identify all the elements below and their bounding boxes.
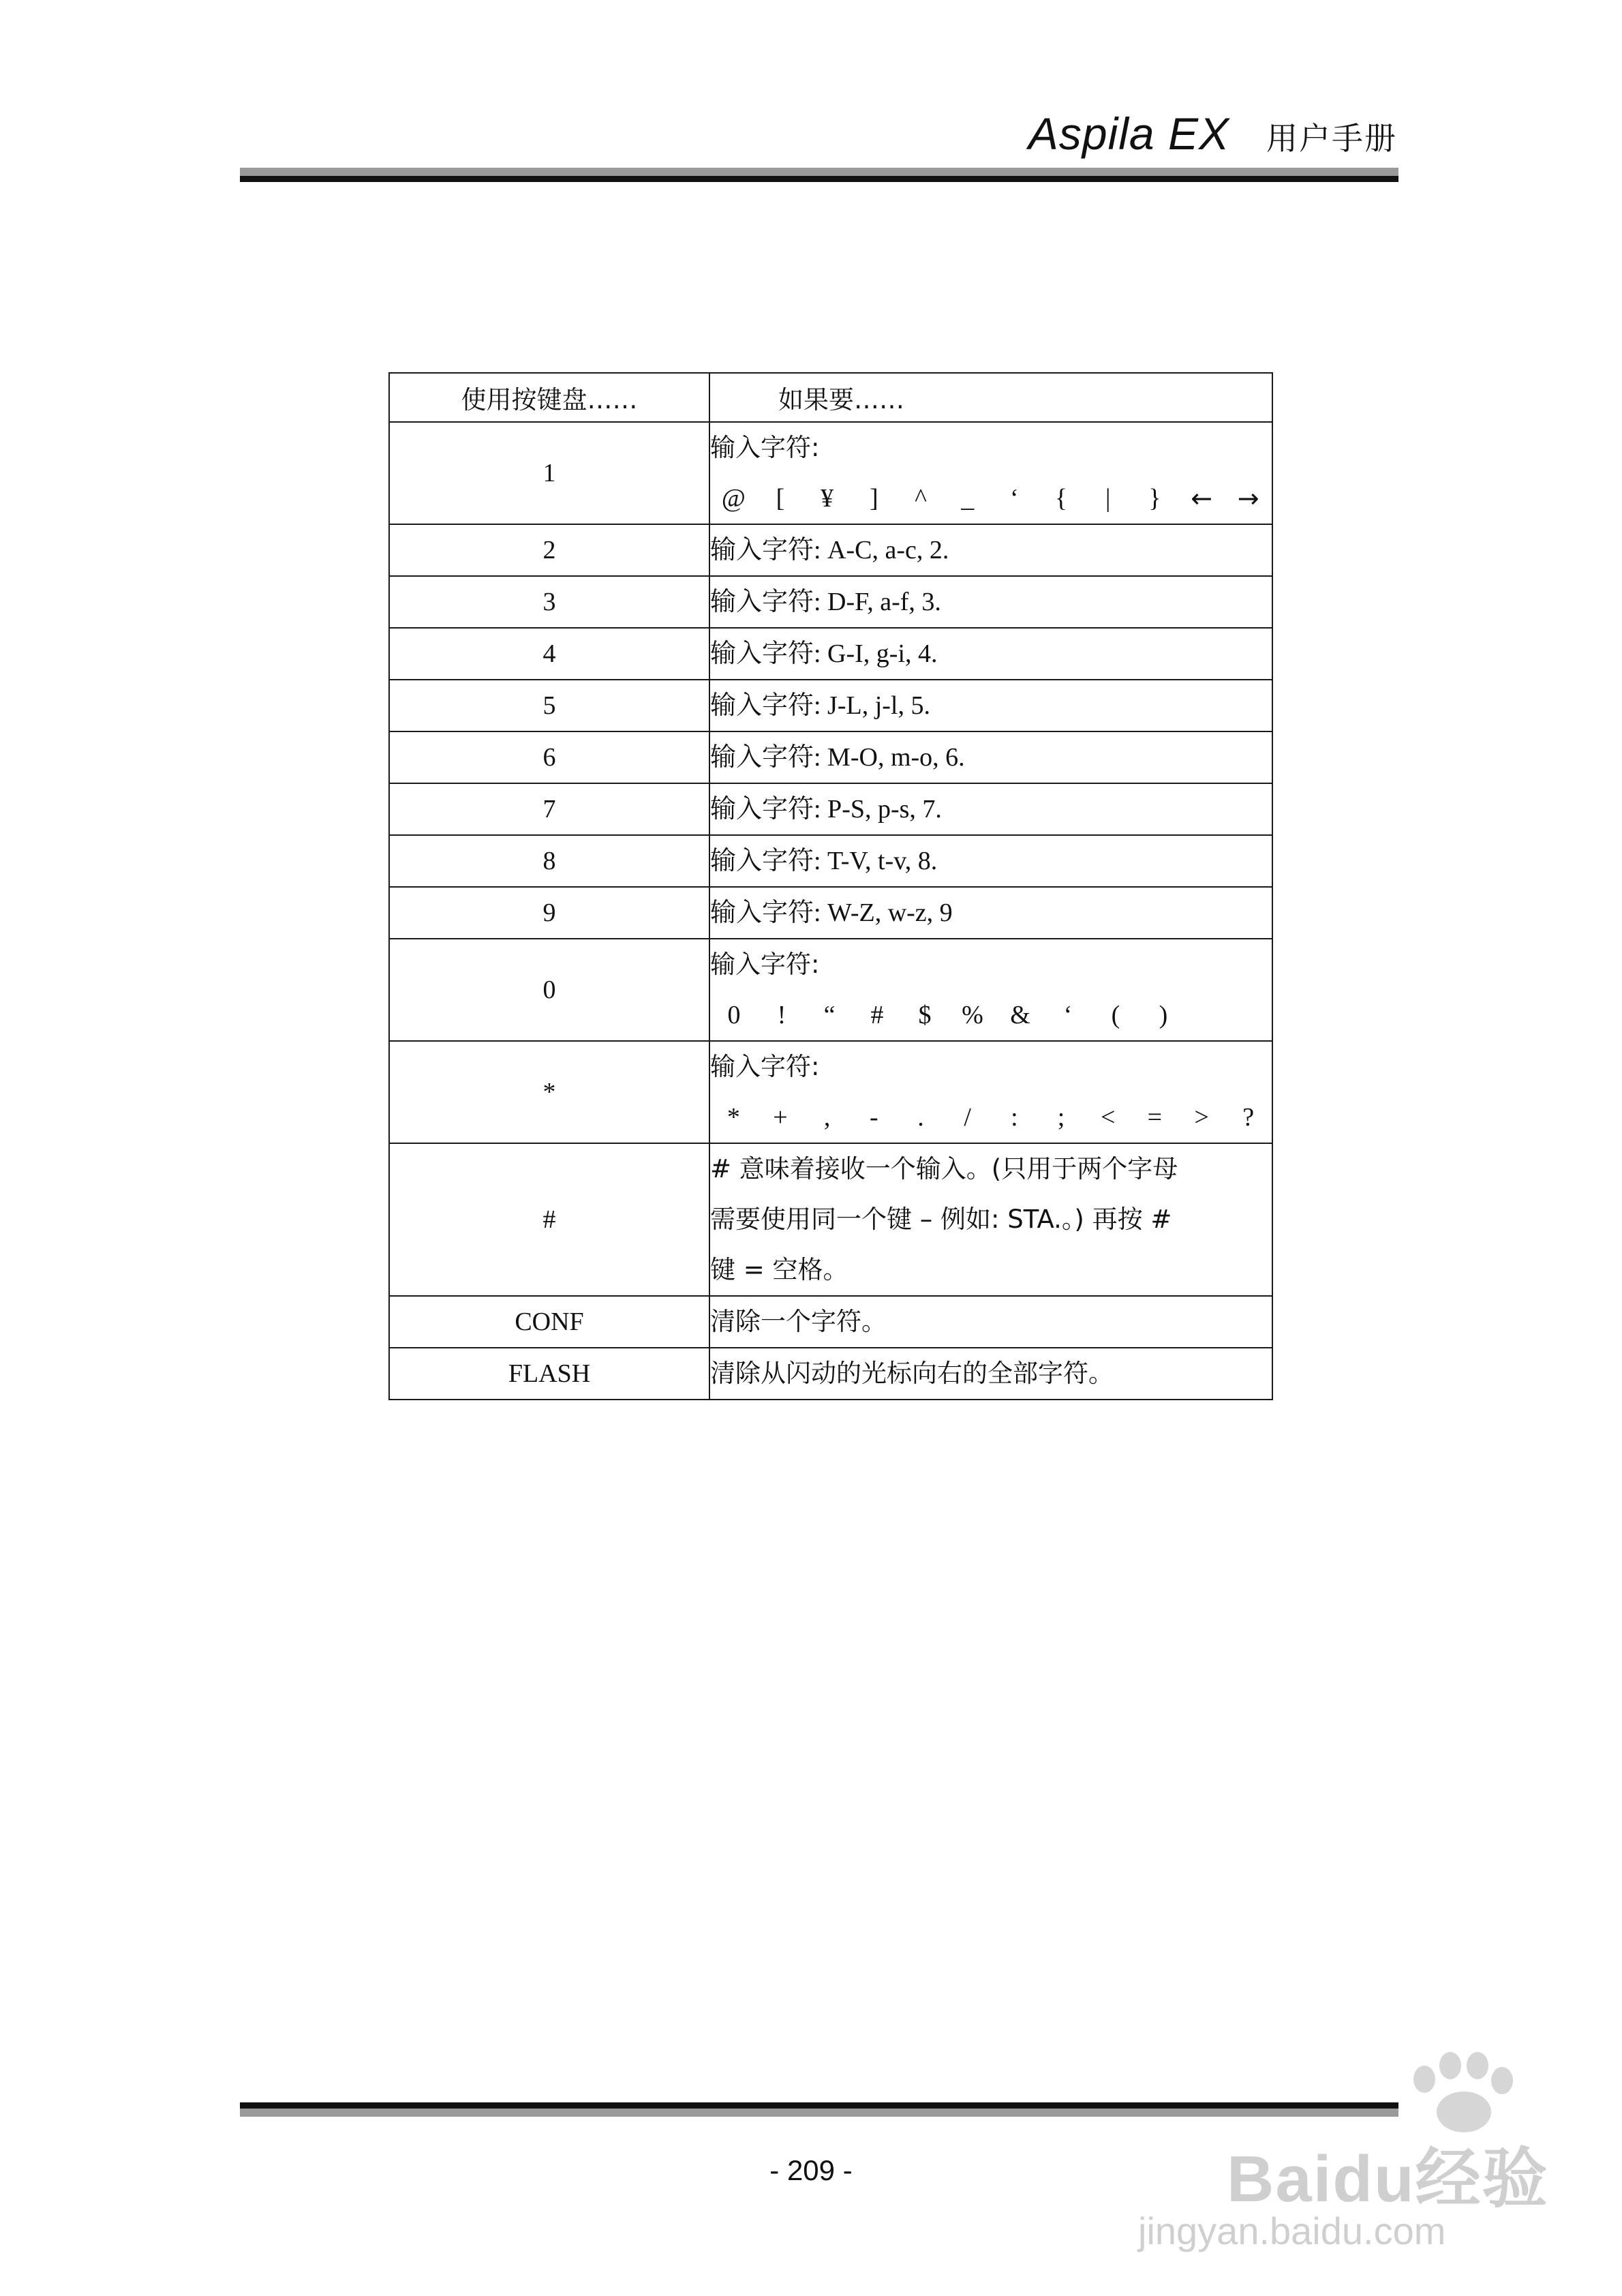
key-cell: 9 [389,887,709,939]
glyph: “ [823,1001,836,1029]
key-cell: 2 [389,524,709,576]
description-cell [709,422,1272,524]
glyph: % [962,1001,983,1029]
table-row [389,680,1272,731]
glyph: ! [777,1001,786,1029]
description-line: 键 = 空格。 [710,1255,848,1284]
table-row [389,835,1272,887]
description-cell: 输入字符: P-S, p-s, 7. [709,783,1272,835]
column-header-meaning: 如果要…… [709,373,1272,422]
glyph: > [1194,1103,1209,1132]
description-line: 输入字符: [710,950,820,979]
glyph-list [710,990,1272,1040]
glyph: , [823,1103,831,1132]
table-row [389,783,1272,835]
description-cell [709,939,1272,1041]
header-rule [240,168,1398,182]
table-row [389,576,1272,628]
description-cell: 输入字符: M-O, m-o, 6. [709,731,1272,783]
description-line: 需要使用同一个键 – 例如: STA.。) 再按 # [710,1205,1172,1234]
key-cell: 6 [389,731,709,783]
glyph: # [870,1001,884,1029]
table-row [389,1143,1272,1296]
description-cell [709,1041,1272,1143]
glyph: 0 [727,1001,741,1029]
key-cell: 3 [389,576,709,628]
key-cell: 4 [389,628,709,680]
description-cell [709,1143,1272,1296]
table-row [389,628,1272,680]
table-row [389,731,1272,783]
watermark-brand: Baidu经验 [1227,2143,1549,2216]
glyph-list [710,473,1272,524]
footer-rule [240,2102,1398,2117]
glyph: ) [1159,1001,1168,1029]
glyph: = [1147,1103,1163,1132]
glyph: < [1100,1103,1116,1132]
baidu-watermark [1138,2052,1549,2256]
glyph: ¥ [821,484,834,513]
glyph: ^ [915,484,927,513]
table-row [389,524,1272,576]
description-cell: 输入字符: G-I, g-i, 4. [709,628,1272,680]
page-header [1028,108,1397,160]
key-cell: FLASH [389,1348,709,1400]
glyph-list [710,1092,1272,1143]
glyph: * [726,1103,740,1132]
table-row [389,887,1272,939]
right-arrow-icon: → [1237,483,1259,513]
manual-title: 用户手册 [1266,120,1397,157]
glyph: } [1148,484,1161,513]
description-line: # 意味着接收一个输入。(只用于两个字母 [710,1154,1178,1183]
description-cell: 清除从闪动的光标向右的全部字符。 [709,1348,1272,1400]
description-cell: 清除一个字符。 [709,1296,1272,1348]
glyph: | [1105,484,1111,513]
glyph: ] [870,484,878,513]
glyph: / [964,1103,971,1132]
paw-icon [1404,2052,1520,2134]
description-cell: 输入字符: A-C, a-c, 2. [709,524,1272,576]
glyph: + [773,1103,788,1132]
glyph: ‘ [1063,1001,1073,1029]
glyph: ; [1057,1103,1065,1132]
table-row [389,1041,1272,1143]
description-cell: 输入字符: D-F, a-f, 3. [709,576,1272,628]
key-cell: 7 [389,783,709,835]
table-row [389,1296,1272,1348]
glyph: @ [721,484,746,513]
glyph: $ [918,1001,932,1029]
description-line: 输入字符: [710,433,820,462]
description-cell: 输入字符: W-Z, w-z, 9 [709,887,1272,939]
key-cell: 0 [389,939,709,1041]
glyph: _ [961,484,975,513]
table-row [389,422,1272,524]
glyph: ‘ [1010,484,1019,513]
key-cell: 1 [389,422,709,524]
table-row [389,1348,1272,1400]
key-cell: # [389,1143,709,1296]
page-number: - 209 - [769,2154,853,2186]
glyph: - [870,1103,878,1132]
watermark-site: jingyan.baidu.com [1138,2209,1446,2252]
column-header-key: 使用按键盘…… [389,373,709,422]
glyph: [ [776,484,785,513]
description-line: 输入字符: [710,1052,820,1081]
product-name: Aspila EX [1028,108,1229,159]
key-cell: * [389,1041,709,1143]
glyph: ? [1242,1103,1255,1132]
glyph: & [1010,1001,1030,1029]
description-cell: 输入字符: T-V, t-v, 8. [709,835,1272,887]
description-cell: 输入字符: J-L, j-l, 5. [709,680,1272,731]
key-cell: CONF [389,1296,709,1348]
glyph: . [917,1103,924,1132]
table-header-row [389,373,1272,422]
key-cell: 5 [389,680,709,731]
glyph: : [1011,1103,1018,1132]
left-arrow-icon: ← [1191,483,1212,513]
glyph: ( [1111,1001,1120,1029]
table-row [389,939,1272,1041]
glyph: { [1054,484,1068,513]
key-cell: 8 [389,835,709,887]
keypad-character-table [388,372,1273,1400]
